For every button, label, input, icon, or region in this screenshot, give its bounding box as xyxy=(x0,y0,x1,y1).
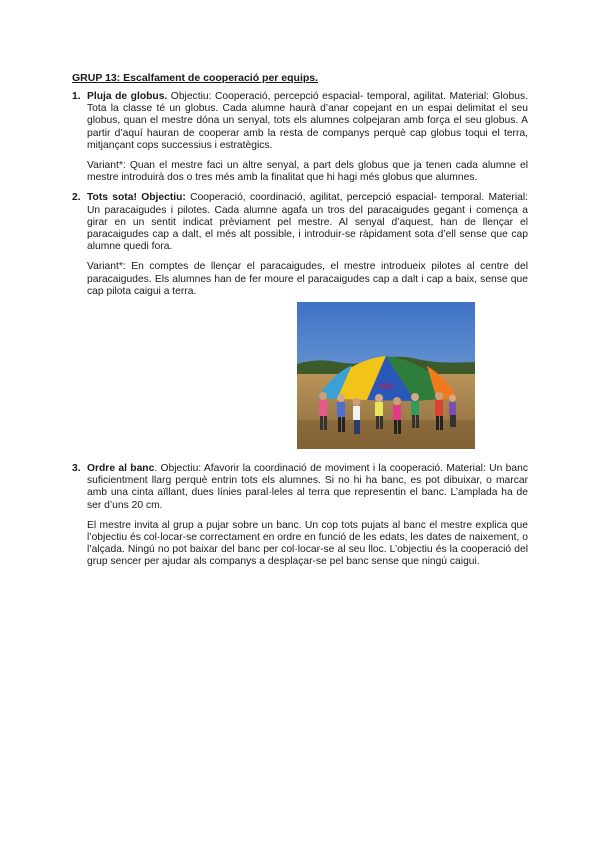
item-variant: Variant*: En comptes de llençar el paracaigudes, el mestre introdueix pilotes al centre del paracaigudes. Els alumnes han de fer moure el paracaigudes cap a dalt i cap a baix, sense que cap pilota caigui a terra. xyxy=(87,261,528,297)
item-text: Objectiu: Cooperació, percepció espacial- temporal, agilitat. Material: Globus. Tota la classe té un globus. Cada alumne haurà d’anar copejant en un espai delimitat el seu globus, quan el mestre dóna un senyal, tots els alumnes colpejaran amb força el seu globus. A partir d’aquí hauran de cooperar amb la resta de companys perquè cap globus toqui el terra, mitjançant cops successius i estratègics. xyxy=(87,91,528,151)
item-lead: Ordre al banc xyxy=(87,463,155,475)
item-variant: El mestre invita al grup a pujar sobre un banc. Un cop tots pujats al banc el mestre explica que l’objectiu és col·locar-se correctament en ordre en funció de les edats, les dates de naixement, o l’alçada. Ningú no pot baixar del banc per col·locar-se al seu lloc. L’objectiu és la cooperació del grup sencer per ajudar als companys a desplaçar-se pel banc sense que ningú caigui. xyxy=(87,519,528,568)
list-item xyxy=(72,91,528,184)
item-variant: Variant*: Quan el mestre faci un altre senyal, a part dels globus que ja tenen cada alumne el mestre introduirà dos o tres més amb la finalitat que hi hagi més globus que alumnes. xyxy=(87,160,528,184)
list-item xyxy=(72,192,528,449)
document-title: GRUP 13: Escalfament de cooperació per equips. xyxy=(72,72,319,84)
item-number: 2. xyxy=(72,192,81,204)
item-number: 1. xyxy=(72,91,81,102)
item-lead: Tots sota! Objectiu: xyxy=(87,192,186,204)
item-text: . Objectiu: Afavorir la coordinació de moviment i la cooperació. Material: Un banc suficientment llarg perquè entrin tots els alumnes. Si no hi ha banc, es pot dibuixar, o marcar amb una cinta aïllant, dues línies paral·leles al terra que representin el banc. L’amplada ha de ser d’uns 20 cm. xyxy=(87,463,528,511)
item-number: 3. xyxy=(72,463,81,475)
parachute-game-photo xyxy=(297,302,475,449)
item-text: Cooperació, coordinació, agilitat, percepció espacial- temporal. Material: Un paracaigudes i pilotes. Cada alumne agafa un tros del paracaigudes gegant i comença a girar en un sentit indicat prèviament pel mestre. Al senyal d’aquest, han de llençar el paracaigudes cap a dalt, el més alt possible, i introduir-se ràpidament sota d’ell sense que cap alumne quedi fora. xyxy=(87,192,528,253)
activity-list xyxy=(72,91,528,577)
list-item xyxy=(72,463,528,569)
item-lead: Pluja de globus. xyxy=(87,91,168,102)
